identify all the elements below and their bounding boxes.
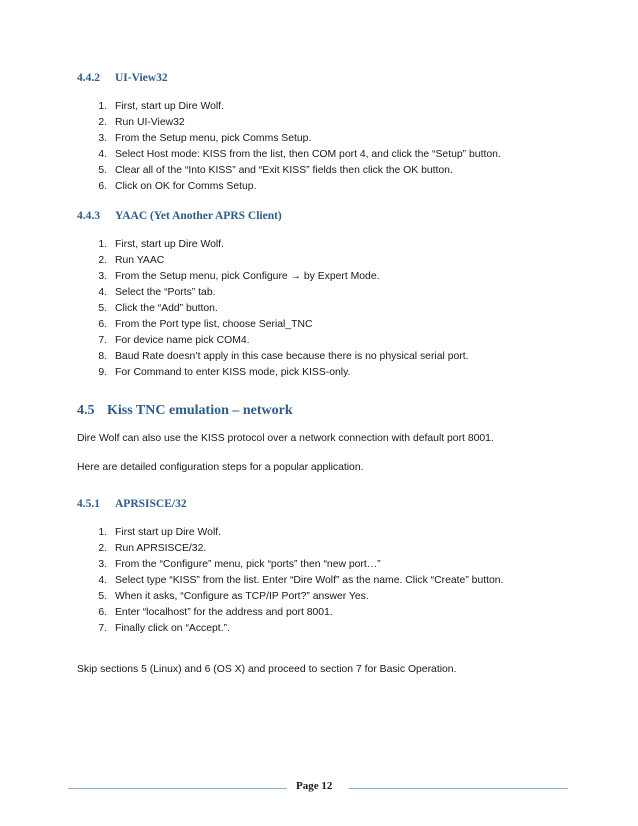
list-item: 9. For Command to enter KISS mode, pick KISS-only. xyxy=(98,367,351,378)
page-number: Page 12 xyxy=(296,780,333,792)
list-item: 1. First start up Dire Wolf. xyxy=(98,527,222,538)
list-item-text: Select type “KISS” from the list. Enter “Dire Wolf” as the name. Click “Create” button. xyxy=(115,575,504,586)
list-item-text: First start up Dire Wolf. xyxy=(115,527,222,538)
heading-number: 4.5.1 xyxy=(77,498,100,510)
list-item: 7. Finally click on “Accept.”. xyxy=(98,623,230,634)
list-item-text: Run APRSISCE/32. xyxy=(115,543,207,554)
list-item-text: From the Port type list, choose Serial_TNC xyxy=(115,319,313,330)
list-item-text: Select the “Ports” tab. xyxy=(115,287,216,298)
heading-title: Kiss TNC emulation – network xyxy=(107,403,293,418)
list-item-text: Finally click on “Accept.”. xyxy=(115,623,230,634)
heading-4-4-2 xyxy=(77,72,168,84)
list-item: 3. From the Setup menu, pick Comms Setup. xyxy=(98,133,312,144)
list-item-text: Enter “localhost” for the address and port 8001. xyxy=(115,607,333,618)
list-item: 6. From the Port type list, choose Serial_TNC xyxy=(98,319,313,330)
heading-title: YAAC (Yet Another APRS Client) xyxy=(115,210,282,222)
closing-paragraph: Skip sections 5 (Linux) and 6 (OS X) and proceed to section 7 for Basic Operation. xyxy=(77,664,457,675)
heading-title: APRSISCE/32 xyxy=(115,498,187,510)
list-item: 5. Clear all of the “Into KISS” and “Exit KISS” fields then click the OK button. xyxy=(98,165,453,176)
list-item-text: Click the “Add” button. xyxy=(115,303,218,314)
list-item: 7. For device name pick COM4. xyxy=(98,335,250,346)
heading-4-4-3 xyxy=(77,210,282,222)
heading-title: UI-View32 xyxy=(115,72,168,84)
heading-number: 4.4.3 xyxy=(77,210,100,222)
steps-list-aprsisce xyxy=(77,525,503,637)
heading-number: 4.5 xyxy=(77,403,95,418)
list-item: 6. Enter “localhost” for the address and port 8001. xyxy=(98,607,333,618)
paragraph-network-intro: Dire Wolf can also use the KISS protocol over a network connection with default port 8001. xyxy=(77,433,494,444)
steps-list-ui-view32 xyxy=(77,99,501,195)
list-item: 2. Run UI-View32 xyxy=(98,117,185,128)
list-item-text: Click on OK for Comms Setup. xyxy=(115,181,257,192)
heading-number: 4.4.2 xyxy=(77,72,100,84)
list-item: 1. First, start up Dire Wolf. xyxy=(98,101,224,112)
list-item-text: Baud Rate doesn’t apply in this case because there is no physical serial port. xyxy=(115,351,469,362)
list-item-text: Run UI-View32 xyxy=(115,117,185,128)
list-item: 2. Run YAAC xyxy=(98,255,165,266)
list-item: 5. Click the “Add” button. xyxy=(98,303,218,314)
list-item-text: Select Host mode: KISS from the list, then COM port 4, and click the “Setup” button. xyxy=(115,149,501,160)
footer-rule-left xyxy=(68,788,287,789)
list-item: 3. From the Setup menu, pick Configure → by Expert Mode. xyxy=(98,271,380,282)
heading-4-5 xyxy=(77,403,293,419)
list-item-text: First, start up Dire Wolf. xyxy=(115,239,224,250)
list-item-text: From the Setup menu, pick Configure → by Expert Mode. xyxy=(115,271,380,282)
list-item-text: For Command to enter KISS mode, pick KISS-only. xyxy=(115,367,351,378)
list-item-text: First, start up Dire Wolf. xyxy=(115,101,224,112)
list-item: 1. First, start up Dire Wolf. xyxy=(98,239,224,250)
list-item: 4. Select Host mode: KISS from the list, then COM port 4, and click the “Setup” button. xyxy=(98,149,501,160)
list-item: 2. Run APRSISCE/32. xyxy=(98,543,207,554)
list-item-text: When it asks, “Configure as TCP/IP Port?” answer Yes. xyxy=(115,591,369,602)
list-item: 4. Select type “KISS” from the list. Enter “Dire Wolf” as the name. Click “Create” button. xyxy=(98,575,504,586)
list-item: 4. Select the “Ports” tab. xyxy=(98,287,216,298)
list-item: 3. From the “Configure” menu, pick “ports” then “new port…” xyxy=(98,559,381,570)
footer-rule-right xyxy=(349,788,568,789)
paragraph-config-steps: Here are detailed configuration steps for a popular application. xyxy=(77,462,364,473)
list-item-text: From the “Configure” menu, pick “ports” then “new port…” xyxy=(115,559,381,570)
list-item: 6. Click on OK for Comms Setup. xyxy=(98,181,257,192)
heading-4-5-1 xyxy=(77,498,187,510)
list-item: 5. When it asks, “Configure as TCP/IP Port?” answer Yes. xyxy=(98,591,369,602)
list-item: 8. Baud Rate doesn’t apply in this case because there is no physical serial port. xyxy=(98,351,469,362)
list-item-text: For device name pick COM4. xyxy=(115,335,250,346)
list-item-text: Run YAAC xyxy=(115,255,165,266)
list-item-text: Clear all of the “Into KISS” and “Exit KISS” fields then click the OK button. xyxy=(115,165,453,176)
steps-list-yaac xyxy=(77,237,469,381)
list-item-text: From the Setup menu, pick Comms Setup. xyxy=(115,133,312,144)
